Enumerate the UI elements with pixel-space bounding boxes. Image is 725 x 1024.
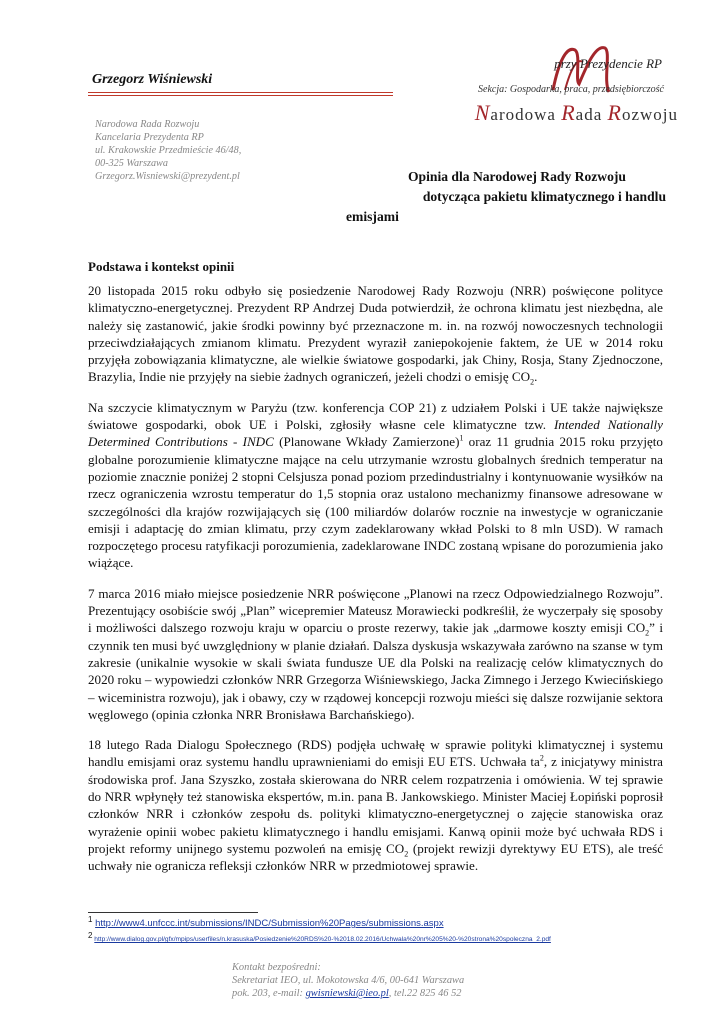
footnote-rule [88, 912, 258, 913]
address-line: 00-325 Warszawa [95, 158, 168, 169]
logo-section-text: Sekcja: Gospodarka, praca, przedsiębiorczość [478, 84, 664, 95]
paragraph-text: 18 lutego Rada Dialogu Społecznego (RDS) podjęła uchwałę w sprawie polityki klimatycznej i systemu handlu emisjami oraz systemu handlu uprawnieniami do emisji EU ETS. Uchwała ta [88, 737, 663, 770]
subscript: 2 [645, 628, 650, 638]
contact-text: , tel.22 825 46 52 [388, 988, 462, 999]
address-line: Kancelaria Prezydenta RP [95, 132, 204, 143]
contact-block [232, 961, 464, 1000]
paragraph [88, 736, 663, 874]
paragraph-text: . [534, 369, 538, 385]
logo-top-text: przy Prezydencie RP [554, 56, 662, 71]
contact-line [232, 987, 464, 1000]
subscript: 2 [404, 849, 409, 859]
nrr-logo [440, 40, 690, 125]
paragraph-text: 7 marca 2016 miało miejsce posiedzenie NRR poświęcone „Planowi na rzecz Odpowiedzialnego Rozwoju”. Prezentujący osobiście swój „Plan” wicepremier Mateusz Morawiecki podkreślił, że wyczerpały się sposoby i możliwości dalszego rozwoju kraju w oparciu o proste rezerwy, takie jak „darmowe koszty emisji CO [88, 585, 663, 636]
footnote [88, 914, 444, 929]
footnote-ref[interactable]: 2 [539, 754, 544, 764]
paragraph-text: 20 listopada 2015 roku odbyło się posiedzenie Narodowej Rady Rozwoju (NRR) poświęcone polityce klimatyczno-energetycznej. Prezydent RP Andrzej Duda potwierdził, że ochrona klimatu jest niezbędna, ale należy się zastanowić, jakie środki powinny być przeznaczone m. in. na rozwój nowoczesnych technologii przeciwdziałających zmianom klimatu. Prezydent wyraził zaniepokojenie faktem, że UE w 2014 roku przyjęła zobowiązania klimatyczne, ale wielkie światowe gospodarki, jak Chiny, Rosja, Stany Zjednoczone, Brazylia, Indie nie przyjęły na siebie żadnych ograniczeń, jeżeli chodzi o emisję CO [88, 283, 663, 385]
footnote-number: 2 [88, 931, 93, 940]
paragraph-text: Na szczycie klimatycznym w Paryżu (tzw. konferencja COP 21) z udziałem Polski i UE także największe światowe gospodarki, obok UE i Polski, zgłosiły własne cele klimatyczne tzw. [88, 399, 663, 433]
header-rule [88, 92, 393, 93]
footnote-number: 1 [88, 914, 93, 924]
contact-line: Kontakt bezpośredni: [232, 962, 321, 973]
paragraph [88, 585, 663, 723]
contact-line: Sekretariat IEO, ul. Mokotowska 4/6, 00-641 Warszawa [232, 975, 465, 986]
footnote-link[interactable]: http://www4.unfccc.int/submissions/INDC/Submission%20Pages/submissions.aspx [95, 918, 444, 929]
logo-word: arodowa [490, 105, 562, 124]
paragraph-text: (Planowane Wkłady Zamierzone) [273, 434, 460, 450]
address-line: Narodowa Rada Rozwoju [95, 119, 200, 130]
paragraph-text: (projekt rewizji dyrektywy EU ETS), ale treść uchwały nie ogranicza refleksji członków NRR w przedmiotowej sprawie. [88, 840, 664, 874]
title-line: Opinia dla Narodowej Rady Rozwoju [407, 169, 626, 184]
contact-text: pok. 203, e-mail: [232, 988, 306, 999]
document-body [88, 282, 663, 888]
logo-org-name [475, 100, 678, 126]
paragraph-text: oraz 11 grudnia 2015 roku przyjęto globalne porozumienie klimatyczne mające na celu utrzymanie wzrostu globalnych średnich temperatur na poziomie znacznie poniżej 2 stopni Celsjusza ponad poziom przedindustrialny i kontynuowanie wysiłków na rzecz ograniczenia wzrostu temperatur do 1,5 stopnia oraz ustalono mechanizmy finansowe adresowane w szczególności dla krajów rozwijających się (100 miliardów dolarów rocznie na inwestycje w ograniczanie emisji i adaptację do zmian klimatu, przy czym zadeklarowany wkład Polski to 8 mln USD). W ramach rozpoczętego procesu ratyfikacji porozumienia, zadeklarowane INDC zostaną wpisane do porozumienia jako wiążące. [88, 434, 663, 571]
subscript: 2 [530, 378, 535, 388]
logo-word: ozwoju [621, 105, 678, 124]
author-name: Grzegorz Wiśniewski [92, 72, 213, 87]
paragraph-text: ” i czynnik ten musi być uwzględniony w planie działań. Dalsza dyskusja wskazywała zarówno na szanse w tym zakresie (unikalnie wysokie w skali świata fundusze UE dla Polski na realizację celów klimatycznych do 2020 roku – wypowiedzi członków NRR Grzegorza Wiśniewskiego, Jacka Zimnego i Jerzego Kwiecińskiego – wiceministra rozwoju), jak i obawy, czy w rządowej koncepcji rozwoju mieści się dalsze rozwijanie sektora węglowego (opinia członka NRR Bronisława Barchańskiego). [88, 620, 663, 722]
section-heading: Podstawa i kontekst opinii [88, 259, 235, 274]
title-line: dotycząca pakietu klimatycznego i handlu [422, 189, 666, 204]
footnote [88, 931, 551, 944]
logo-word: ada [575, 105, 608, 124]
address-line: ul. Krakowskie Przedmieście 46/48, [95, 145, 242, 156]
logo-cap: N [474, 100, 491, 125]
italic-term: Intended Nationally Determined Contributions - INDC [88, 417, 663, 450]
footnote-ref[interactable]: 1 [459, 434, 464, 444]
contact-email-link[interactable]: gwisniewski@ieo.pl [305, 988, 389, 999]
header-rule-secondary [88, 95, 393, 96]
paragraph-text: , z inicjatywy ministra środowiska prof. Jana Szyszko, została skierowana do NRR celem rozpatrzenia i omówienia. W tej sprawie do NRR wpłynęły też stanowiska ekspertów, m.in. pana B. Jankowskiego. Minister Maciej Łopiński poprosił członków NRR i członków zespołu ds. polityki klimatyczno-energetycznej o zajęcie stanowiska oraz wyrażenie opinii wobec pakietu klimatycznego i handlu emisjami. Kanwą opinii może być uchwała RDS i projekt reformy unijnego systemu pozwoleń na emisję CO [88, 754, 663, 856]
document-title [346, 167, 666, 227]
logo-cap: R [561, 100, 576, 125]
address-email: Grzegorz.Wisniewski@prezydent.pl [95, 171, 240, 182]
title-line: emisjami [346, 209, 399, 224]
logo-cap: R [607, 100, 622, 125]
sender-address [95, 118, 241, 183]
paragraph [88, 282, 663, 386]
paragraph [88, 399, 663, 572]
footnote-link[interactable]: http://www.dialog.gov.pl/gfx/mpips/userfiles/n.krasuska/Posiedzenie%20RDS%20-%2018.02.2016/Uchwala%20nr%205%20-%20strona%20spoleczna_2.pdf [94, 936, 551, 944]
